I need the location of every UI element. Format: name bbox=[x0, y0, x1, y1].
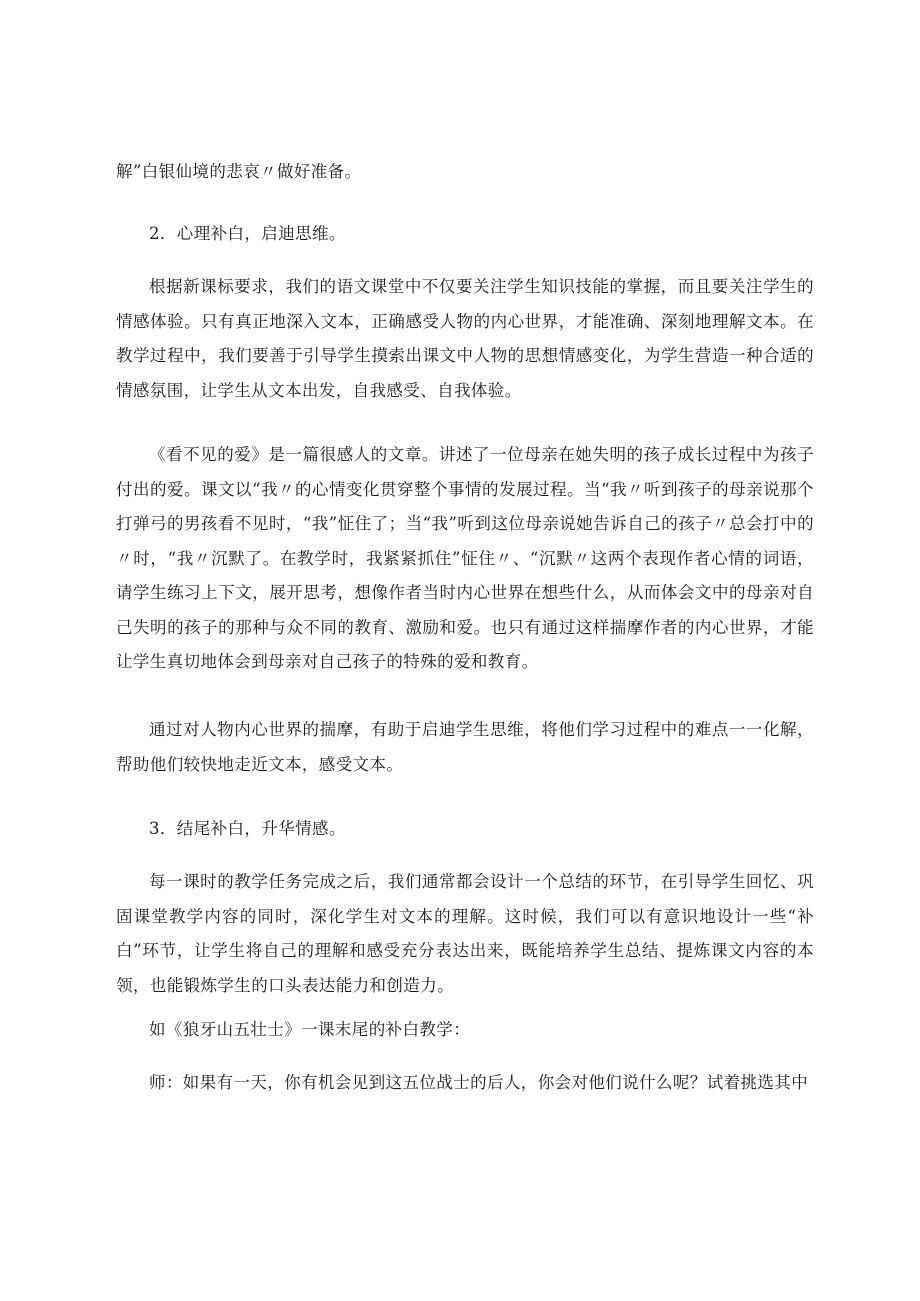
paragraph-summary: 每一课时的教学任务完成之后，我们通常都会设计一个总结的环节，在引导学生回忆、巩固课堂教学内容的同时，深化学生对文本的理解。这时候，我们可以有意识地设计一些“补白”环节，让学生将自己的理解和感受充分表达出来，既能培养学生总结、提炼课文内容的本领，也能锻炼学生的口头表达能力和创造力。 bbox=[116, 872, 814, 995]
paragraph-inner-world: 通过对人物内心世界的揣摩，有助于启迪学生思维，将他们学习过程中的难点一一化解，帮助他们较快地走近文本，感受文本。 bbox=[116, 720, 814, 774]
paragraph-teacher: 师：如果有一天，你有机会见到这五位战士的后人，你会对他们说什么呢？试着挑选其中 bbox=[149, 1073, 809, 1092]
section-heading-2: 2．心理补白，启迪思维。 bbox=[149, 224, 346, 243]
paragraph-example: 如《狼牙山五壮士》一课末尾的补白教学： bbox=[149, 1020, 471, 1039]
paragraph-invisible-love: 《看不见的爱》是一篇很感人的文章。讲述了一位母亲在她失明的孩子成长过程中为孩子付出的爱。课文以“我〃的心情变化贯穿整个事情的发展过程。当“我〃听到孩子的母亲说那个打弹弓的男孩看不见时，“我”怔住了；当“我”听到这位母亲说她告诉自己的孩子〃总会打中的〃时，“我〃沉默了。在教学时，我紧紧抓住”怔住〃、“沉默〃这两个表现作者心情的词语，请学生练习上下文，展开思考，想像作者当时内心世界在想些什么，从而体会文中的母亲对自己失明的孩子的那种与众不同的教育、激励和爱。也只有通过这样揣摩作者的内心世界，才能让学生真切地体会到母亲对自己孩子的特殊的爱和教育。 bbox=[116, 445, 814, 671]
section-heading-3: 3．结尾补白，升华情感。 bbox=[149, 819, 346, 838]
paragraph-continuation: 解”白银仙境的悲哀〃做好准备。 bbox=[116, 162, 362, 181]
paragraph-curriculum: 根据新课标要求，我们的语文课堂中不仅要关注学生知识技能的掌握，而且要关注学生的情感体验。只有真正地深入文本，正确感受人物的内心世界，才能准确、深刻地理解文本。在教学过程中，我们要善于引导学生摸索出课文中人物的思想情感变化，为学生营造一种合适的情感氛围，让学生从文本出发，自我感受、自我体验。 bbox=[116, 277, 814, 400]
